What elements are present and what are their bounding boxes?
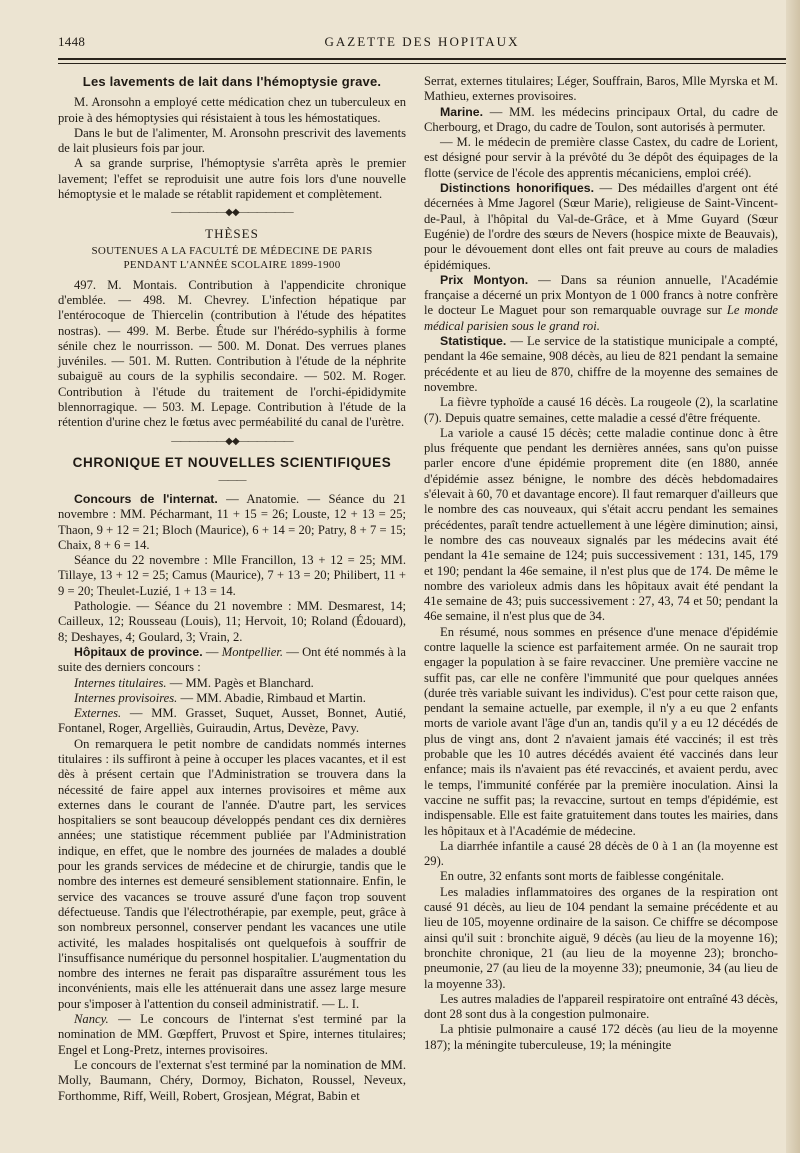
paragraph <box>424 181 778 273</box>
ornament-divider: ——————◆◆—————— <box>171 435 293 447</box>
place-montpellier: Montpellier. <box>221 644 283 659</box>
paragraph <box>58 691 406 706</box>
section-heading-chronique: CHRONIQUE ET NOUVELLES SCIENTIFIQUES <box>72 454 392 470</box>
theses-subheading <box>58 244 406 272</box>
paragraph: Hôpitaux de province. — Montpellier. — Ont été nommés à la suite des derniers concours : <box>58 644 406 675</box>
keyword-concours: Concours de l'internat. <box>74 491 218 506</box>
statistique-text: — Le service de la statistique municipale a compté, pendant la 46e semaine, 908 décès, au lieu de 821 pendant la semaine précédente et au lieu de 870, chiffre de la moyenne des semaines de novembre. <box>424 334 778 394</box>
paragraph <box>58 492 406 553</box>
page-edge <box>786 0 800 1153</box>
keyword-hopitaux: Hôpitaux de province. <box>74 644 203 659</box>
paragraph: Le concours de l'externat s'est terminé par la nomination de MM. Molly, Baumann, Chéry, Dormoy, Bichaton, Roussel, Neveux, Forthomme, Riff, Weill, Robert, Grosjean, Mégrat, Babin et <box>58 1057 406 1103</box>
paragraph: 497. M. Montais. Contribution à l'appendicite chronique d'emblée. — 498. M. Chevrey. L'infection hépatique par l'entérocoque de Thiercelin (contribution à l'étude des hépatites nostras). — 499. M. Berbe. Étude sur l'hérédo-syphilis à forme sénile chez le nourrisson. — 500. M. Donat. Des verrues planes juvéniles. — 501. M. Rutten. Contribution à l'étude de la néphrite subaiguë au cours de la syphilis secondaire. — 502. M. Roger. Contribution à l'étude du traitement de l'orchi-épididymite blennorragique. — 503. M. Lepage. Contribution à l'étude de la rétention d'urine chez le fœtus avec perméabilité du canal de l'urètre. <box>58 277 406 430</box>
distinctions-text: — Des médailles d'argent ont été décernées à Mme Jagorel (Sœur Marie), religieuse de Saint-Vincent-de-Paul, à l'hôpital du Val-de-Grâce, et à Mme Guyard (Sœur Eugénie) de l'ordre des sœurs de Nevers (hospice mixte de Beauvais), pour le dévouement dont elles ont fait preuve au cours de maladies épidémiques. <box>424 181 778 272</box>
keyword-distinctions: Distinctions honorifiques. <box>440 181 595 196</box>
keyword-montyon: Prix Montyon. <box>440 272 529 287</box>
running-title: GAZETTE DES HOPITAUX <box>324 34 520 49</box>
paragraph: Pathologie. — Séance du 21 novembre : MM. Desmarest, 14; Cailleux, 12; Rousseau (Louis), 11; Hervoit, 10; Roland (Édouard), 8; Deshayes, 4; Goulard, 3; Vrain, 2. <box>58 599 406 644</box>
paragraph: La phtisie pulmonaire a causé 172 décès (au lieu de la moyenne 187); la méningite tuberculeuse, 19; la méningite <box>424 1022 778 1052</box>
nancy-text: — Le concours de l'internat s'est terminé par la nomination de MM. Gœpffert, Pruvost et Spire, internes titulaires; Engel et Long-Pretz, internes provisoires. <box>58 1012 406 1057</box>
theses-subheading-line2: PENDANT L'ANNÉE SCOLAIRE 1899-1900 <box>123 258 341 271</box>
paragraph <box>58 1012 406 1058</box>
header-rule-thin <box>58 63 786 64</box>
paragraph: M. Aronsohn a employé cette médication chez un tuberculeux en proie à des hémoptysies qui résistaient à tous les hémostatiques. <box>58 95 406 125</box>
paragraph: Les maladies inflammatoires des organes de la respiration ont causé 91 décès, au lieu de 104 pendant la semaine précédente et au lieu de 105, moyenne ordinaire de la saison. Ce chiffre se décompose ainsi qu'il suit : bronchite aiguë, 9 décès (au lieu de la moyenne 16); bronchite chronique, 21 (au lieu de la moyenne 23); broncho-pneumonie, 27 (au lieu de la moyenne 33); pneumonie, 34 (au lieu de la moyenne 33). <box>424 884 778 991</box>
paragraph <box>424 105 778 136</box>
paragraph: Séance du 22 novembre : Mlle Francillon, 13 + 12 = 25; MM. Tillaye, 13 + 12 = 25; Camus (Maurice), 7 + 13 = 20; Philibert, 11 + 9 = 20; Theulet-Luzié, 1 + 13 = 14. <box>58 553 406 598</box>
section-heading-theses: THÈSES <box>205 226 259 242</box>
paragraph: La diarrhée infantile a causé 28 décès de 0 à 1 an (la moyenne est 29). <box>424 838 778 869</box>
left-column <box>58 74 406 1104</box>
paragraph <box>58 676 406 691</box>
paragraph <box>58 706 406 737</box>
paragraph: Dans le but de l'alimenter, M. Aronsohn prescrivit des lavements de lait plusieurs fois par jour. <box>58 125 406 156</box>
paragraph: Serrat, externes titulaires; Léger, Souffrain, Baros, Mlle Myrska et M. Mathieu, externes provisoires. <box>424 74 778 104</box>
paragraph <box>424 273 778 334</box>
place-nancy: Nancy. <box>74 1012 109 1027</box>
internes-provisoires: — MM. Abadie, Rimbaud et Martin. <box>177 690 366 705</box>
paragraph: En outre, 32 enfants sont morts de faiblesse congénitale. <box>440 869 724 884</box>
label-internes-provisoires: Internes provisoires. <box>74 690 178 705</box>
paragraph: On remarquera le petit nombre de candidats nommés internes titulaires : ils suffiront à peine à occuper les places vacantes, et il est dès à présent certain que l'Administration se trouvera dans la nécessité de faire appel aux internes provisoires et même aux externes dans le courant de l'année. D'autre part, les services hospitaliers se sont beaucoup développés pendant ces dix dernières années; une statistique récemment publiée par l'Administration indique, en effet, que le nombre des journées de malades a doublé pour les grands services de médecine et de chirurgie, tandis que le nombre des internes est demeuré sensiblement stationnaire. Enfin, le service des vacances se trouve assuré d'une façon trop souvent défectueuse. Tandis que l'électrothérapie, par exemple, peut, grâce à son nombreux personnel, conserver pendant les vacances une utile activité, les malades hospitalisés ont quelquefois à souffrir de l'insuffisance numérique du personnel hospitalier. L'augmentation du nombre des internes ne ferait pas disparaître assurément tous les inconvénients, mais elle les atténuerait dans une assez large mesure pour s'imposer à l'attention du conseil administratif. — L. I. <box>58 736 406 1011</box>
hopitaux-text: — Ont été nommés à la suite des derniers concours : <box>58 644 406 675</box>
page-number: 1448 <box>58 34 86 49</box>
book-title: Le monde médical parisien sous le grand roi. <box>424 303 778 333</box>
paragraph: Les autres maladies de l'appareil respiratoire ont entraîné 43 décès, dont 28 sont dus à la congestion pulmonaire. <box>424 991 778 1022</box>
theses-subheading-line1: SOUTENUES A LA FACULTÉ DE MÉDECINE DE PARIS <box>91 244 373 257</box>
concours-text: — Anatomie. — Séance du 21 novembre : MM. Pécharmant, 11 + 15 = 26; Louste, 12 + 13 = 25; Thaon, 9 + 12 = 21; Bloch (Maurice), 6 + 14 = 20; Patry, 8 + 7 = 15; Chaix, 8 + 6 = 14. <box>58 491 406 552</box>
right-column <box>424 74 778 1053</box>
paragraph: La fièvre typhoïde a causé 16 décès. La rougeole (2), la scarlatine (7). Depuis quatre semaines, cette maladie a cessé d'être fréquente. <box>424 395 778 425</box>
paragraph: En résumé, nous sommes en présence d'une menace d'épidémie contre laquelle la science est parfaitement armée. On ne saurait trop engager la population à se faire revacciner. Une première vaccine ne suffit pas, car elle ne confère l'immunité que pour quelques années (durée très variable suivant les individus). C'est pour cette raison que, pendant la semaine actuelle, par exemple, il n'y a eu que 2 enfants morts de variole avant l'âge d'un an, tandis qu'il y a eu 12 décédés de plus de vingt ans, dont 2 n'avaient jamais été vaccinés; il est très probable que les 10 autres décédés avaient été vaccinés dans leur enfance; mais ils n'avaient pas été revaccinés, et avaient perdu, avec le temps, l'immunité conférée par la première inoculation. Ainsi la vaccine ne suffit pas; la revaccine, surtout en temps d'épidémie, est indispensable. Elle est faite gratuitement dans toutes les mairies, dans les hôpitaux et à l'Académie de médecine. <box>424 624 778 838</box>
paragraph: A sa grande surprise, l'hémoptysie s'arrêta après le premier lavement; l'effet se reproduisit une autre fois lors d'une nouvelle hémoptysie et le malade se rétablit rapidement et complètement. <box>58 156 406 202</box>
section-heading-lavements: Les lavements de lait dans l'hémoptysie grave. <box>82 74 382 89</box>
externes: — MM. Grasset, Suquet, Ausset, Bonnet, Autié, Fontanel, Roger, Argelliès, Guiraudin, Artus, Devèze, Pavy. <box>58 706 406 736</box>
paragraph: La variole a causé 15 décès; cette maladie continue donc à être plus fréquente que pendant les dernières années, sans qu'on puisse parler encore d'une épidémie proprement dite (en 1880, année d'épidémie assez bénigne, le nombre des décès hebdomadaires s'élevait à 60, 70 et davantage encore). Il faut remarquer d'ailleurs que le nombre des cas nouveaux, qui s'était accru pendant les semaines précédentes, paraît tendre actuellement à une légère diminution; ainsi, le nombre des cas nouveaux signalés par les médecins avait été pendant la 41e semaine de 124; puis successivement : 131, 145, 179 et 190; pendant la 46e semaine, il n'est plus que de 174. De même le nombre des varioleux admis dans les hôpitaux avait été pendant la 41e semaine de 43; puis successivement : 27, 43, 74 et 50; pendant la 46e semaine, il n'est plus que de 34. <box>424 425 778 624</box>
header-rule-thick <box>58 58 786 60</box>
keyword-statistique: Statistique. <box>440 334 507 349</box>
marine-text: — MM. les médecins principaux Ortal, du cadre de Cherbourg, et Drago, du cadre de Toulon, sont autorisés à permuter. <box>424 104 778 134</box>
short-rule: ——— <box>218 474 246 486</box>
paragraph <box>424 334 778 395</box>
montyon-text: — Dans sa réunion annuelle, l'Académie française a décerné un prix Montyon de 1 000 francs à notre confrère le docteur Le Maguet pour son remarquable ouvrage sur <box>424 272 778 318</box>
internes-titulaires: — MM. Pagès et Blanchard. <box>166 675 314 690</box>
page-header <box>58 34 786 56</box>
keyword-marine: Marine. <box>440 104 484 119</box>
label-externes: Externes. <box>74 706 122 721</box>
ornament-divider: ——————◆◆—————— <box>171 207 293 219</box>
label-internes-titulaires: Internes titulaires. <box>74 675 167 690</box>
paragraph: — M. le médecin de première classe Castex, du cadre de Lorient, est désigné pour servir à la prévôté du 3e dépôt des équipages de la flotte (service de l'école des apprentis mécaniciens, emploi créé). <box>424 135 778 180</box>
